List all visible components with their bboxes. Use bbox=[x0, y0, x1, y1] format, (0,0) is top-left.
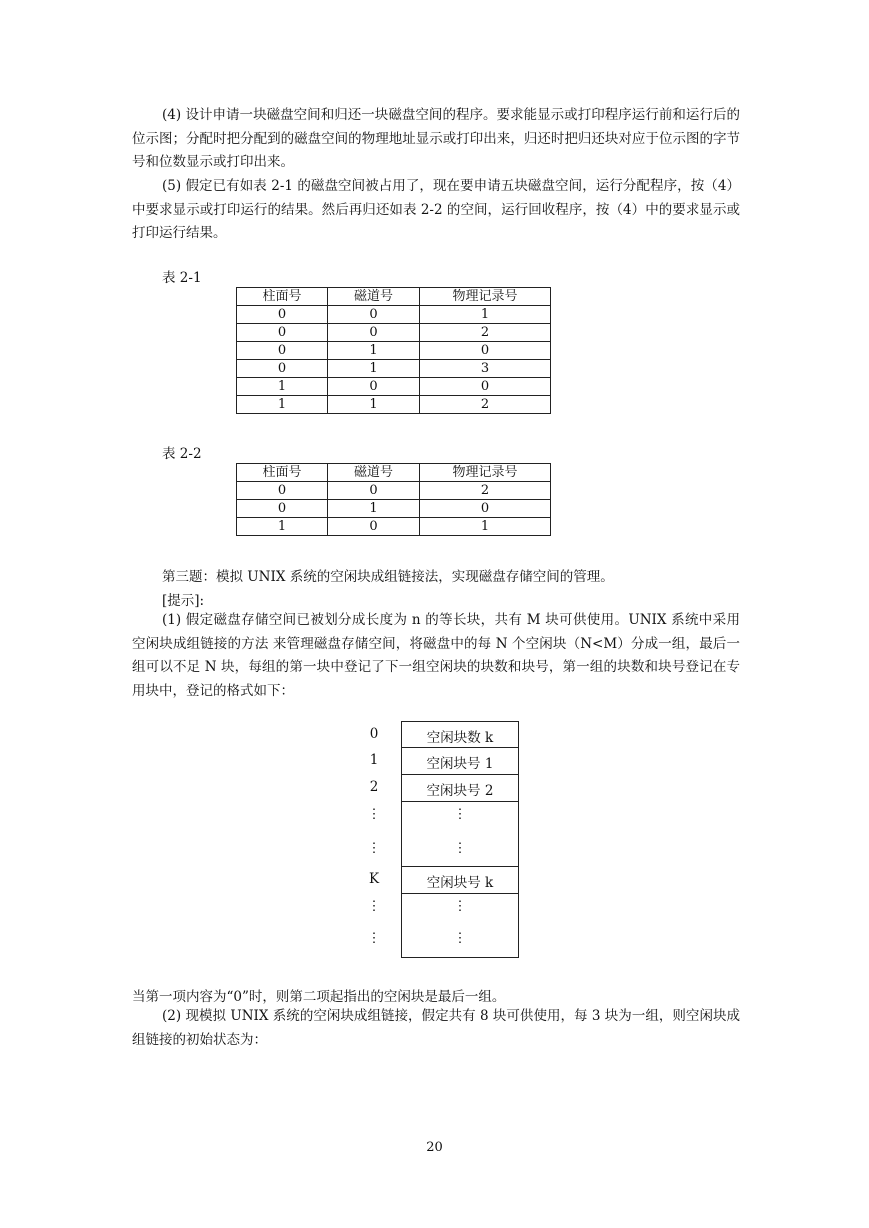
diagram-index-label: 2 bbox=[369, 779, 379, 795]
section-3-title: 第三题：模拟 UNIX 系统的空闲块成组链接法，实现磁盘存储空间的管理。 bbox=[162, 569, 614, 585]
column-header: 物理记录号 bbox=[420, 288, 551, 306]
column-header: 柱面号 bbox=[237, 288, 328, 306]
table-cell: 0 bbox=[237, 306, 328, 324]
table-row bbox=[237, 342, 551, 360]
divider bbox=[401, 747, 519, 748]
diagram-index-label: 0 bbox=[369, 726, 379, 742]
table-cell: 1 bbox=[328, 396, 420, 414]
table-cell: 3 bbox=[420, 360, 551, 378]
table-cell: 1 bbox=[420, 306, 551, 324]
table-cell: 0 bbox=[328, 306, 420, 324]
section-3-paragraph-2: (2) 现模拟 UNIX 系统的空闲块成组链接，假定共有 8 块可供使用，每 3 块为一组，则空闲块成组链接的初始状态为： bbox=[132, 1008, 740, 1048]
table-cell: 0 bbox=[237, 324, 328, 342]
divider bbox=[401, 866, 519, 867]
table-cell: 0 bbox=[328, 378, 420, 396]
table-cell: 0 bbox=[237, 482, 328, 500]
table-row bbox=[237, 396, 551, 414]
table-cell: 0 bbox=[420, 342, 551, 360]
table-cell: 2 bbox=[420, 482, 551, 500]
table-cell: 0 bbox=[328, 324, 420, 342]
table-row bbox=[237, 378, 551, 396]
diagram-cell: 空闲块号 1 bbox=[426, 756, 494, 772]
table-cell: 2 bbox=[420, 324, 551, 342]
divider bbox=[401, 801, 519, 802]
diagram-index-label: K bbox=[368, 871, 380, 887]
table-cell: 0 bbox=[328, 482, 420, 500]
table-cell: 1 bbox=[237, 378, 328, 396]
table-cell: 0 bbox=[237, 360, 328, 378]
hint-label: [提示]: bbox=[162, 593, 205, 609]
table-row bbox=[237, 500, 551, 518]
paragraph-5: (5) 假定已有如表 2-1 的磁盘空间被占用了，现在要申请五块磁盘空间，运行分配程序，按（4）中要求显示或打印运行的结果。然后再归还如表 2-2 的空间，运行回收程序，按（4）中的要求显示或打印运行结果。 bbox=[132, 178, 740, 241]
diagram-cell: ⋮ bbox=[453, 806, 467, 822]
table-cell: 1 bbox=[328, 342, 420, 360]
diagram-cell: 空闲块号 2 bbox=[426, 783, 494, 799]
divider bbox=[401, 893, 519, 894]
divider bbox=[401, 774, 519, 775]
paragraph-4: (4) 设计申请一块磁盘空间和归还一块磁盘空间的程序。要求能显示或打印程序运行前和运行后的位示图；分配时把分配到的磁盘空间的物理地址显示或打印出来，归还时把归还块对应于位示图的字节号和位数显示或打印出来。 bbox=[132, 107, 740, 170]
column-header: 柱面号 bbox=[237, 464, 328, 482]
column-header: 物理记录号 bbox=[420, 464, 551, 482]
table-cell: 1 bbox=[328, 360, 420, 378]
table-2-2 bbox=[236, 463, 551, 536]
table-cell: 0 bbox=[420, 378, 551, 396]
table-cell: 0 bbox=[237, 500, 328, 518]
column-header: 磁道号 bbox=[328, 464, 420, 482]
diagram-index-label: 1 bbox=[369, 752, 379, 768]
table-2-1-caption: 表 2-1 bbox=[162, 270, 202, 286]
table-cell: 2 bbox=[420, 396, 551, 414]
section-3-paragraph-1: (1) 假定磁盘存储空间已被划分成长度为 n 的等长块，共有 M 块可供使用。UNIX 系统中采用空闲块成组链接的方法 来管理磁盘存储空间，将磁盘中的每 N 个空闲块（N<M）分成一组，最后一组可以不足 N 块，每组的第一块中登记了下一组空闲块的块数和块号，第一组的块数和块号登记在专用块中，登记的格式如下： bbox=[132, 612, 740, 699]
diagram-index-label: ⋮ bbox=[367, 930, 381, 946]
table-row bbox=[237, 306, 551, 324]
table-header-row bbox=[237, 288, 551, 306]
column-header: 磁道号 bbox=[328, 288, 420, 306]
table-cell: 1 bbox=[237, 518, 328, 536]
last-group-note: 当第一项内容为“0”时，则第二项起指出的空闲块是最后一组。 bbox=[132, 989, 506, 1005]
table-cell: 0 bbox=[237, 342, 328, 360]
table-cell: 0 bbox=[328, 518, 420, 536]
table-cell: 1 bbox=[328, 500, 420, 518]
table-cell: 0 bbox=[420, 500, 551, 518]
diagram-cell: ⋮ bbox=[453, 930, 467, 946]
table-row bbox=[237, 518, 551, 536]
page-number: 20 bbox=[426, 1140, 443, 1155]
table-row bbox=[237, 324, 551, 342]
table-cell: 1 bbox=[420, 518, 551, 536]
diagram-cell: ⋮ bbox=[453, 898, 467, 914]
table-cell: 1 bbox=[237, 396, 328, 414]
table-row bbox=[237, 360, 551, 378]
diagram-cell: ⋮ bbox=[453, 840, 467, 856]
diagram-index-label: ⋮ bbox=[367, 840, 381, 856]
table-2-2-caption: 表 2-2 bbox=[162, 446, 202, 462]
diagram-index-label: ⋮ bbox=[367, 898, 381, 914]
table-row bbox=[237, 482, 551, 500]
diagram-cell: 空闲块数 k bbox=[426, 730, 494, 746]
table-header-row bbox=[237, 464, 551, 482]
table-2-1 bbox=[236, 287, 551, 414]
diagram-index-label: ⋮ bbox=[367, 806, 381, 822]
diagram-cell: 空闲块号 k bbox=[426, 875, 494, 891]
